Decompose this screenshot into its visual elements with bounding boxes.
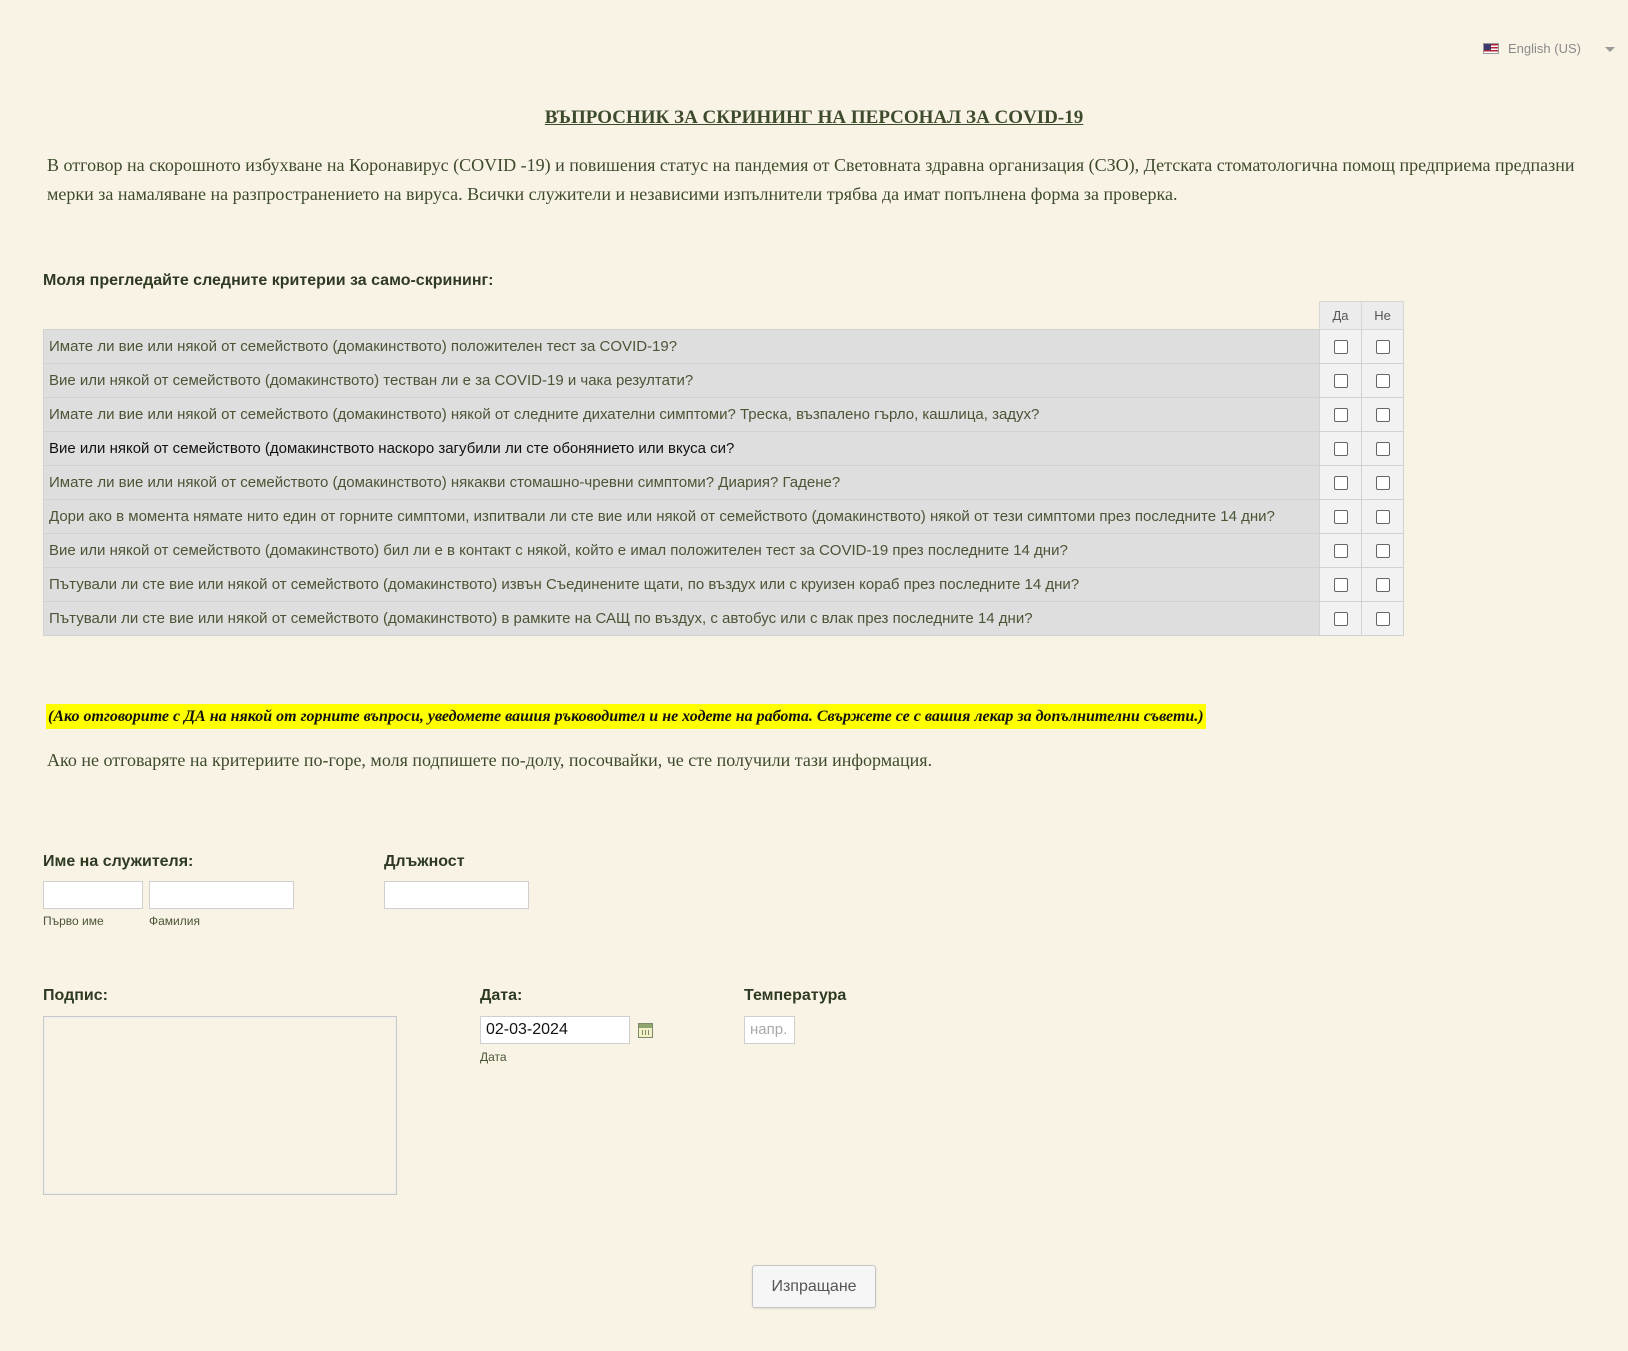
- date-input[interactable]: 02-03-2024: [480, 1016, 630, 1044]
- position-input[interactable]: [384, 881, 529, 909]
- intro-text: В отговор на скорошното избухване на Коронавирус (COVID -19) и повишения статус на пандемия от Световната здравна организация (СЗО), Детската стоматологична помощ предприема предпазни мерки за намаляване на разпространението на вируса. Всички служители и независими изпълнители трябва да имат попълнена форма за проверка.: [47, 155, 1575, 204]
- question-label: Имате ли вие или някой от семейството (домакинството) някой от следните дихателни симптоми? Треска, възпалено гърло, кашлица, задух?: [44, 398, 1320, 432]
- signature-pad[interactable]: [43, 1016, 397, 1195]
- no-checkbox[interactable]: [1376, 544, 1390, 558]
- language-selector[interactable]: [1483, 41, 1581, 56]
- question-label: Вие или някой от семейството (домакинството) тестван ли е за COVID-19 и чака резултати?: [44, 364, 1320, 398]
- us-flag-icon: [1483, 43, 1499, 54]
- question-label: Вие или някой от семейството (домакинството наскоро загубили ли сте обонянието или вкуса си?: [44, 432, 1320, 466]
- question-label: Имате ли вие или някой от семейството (домакинството) положителен тест за COVID-19?: [44, 330, 1320, 364]
- matrix-row: [44, 534, 1404, 568]
- matrix-row: [44, 568, 1404, 602]
- matrix-row: [44, 432, 1404, 466]
- matrix-row: [44, 500, 1404, 534]
- no-checkbox[interactable]: [1376, 476, 1390, 490]
- question-label: Пътували ли сте вие или някой от семейството (домакинството) извън Съединените щати, по въздух или с круизен кораб през последните 14 дни?: [44, 568, 1320, 602]
- language-label: English (US): [1508, 41, 1581, 56]
- no-checkbox[interactable]: [1376, 408, 1390, 422]
- last-name-sublabel: Фамилия: [149, 914, 200, 928]
- first-name-input[interactable]: [43, 881, 143, 909]
- first-name-sublabel: Първо име: [43, 914, 104, 928]
- yes-checkbox[interactable]: [1334, 544, 1348, 558]
- yes-checkbox[interactable]: [1334, 612, 1348, 626]
- matrix-row: [44, 602, 1404, 636]
- position-label: Длъжност: [384, 853, 465, 870]
- matrix-corner: [44, 302, 1320, 330]
- question-label: Вие или някой от семейството (домакинството) бил ли е в контакт с някой, който е имал положителен тест за COVID-19 през последните 14 дни?: [44, 534, 1320, 568]
- criteria-heading: Моля прегледайте следните критерии за само-скрининг:: [43, 272, 494, 289]
- chevron-down-icon[interactable]: [1605, 47, 1615, 52]
- yes-checkbox[interactable]: [1334, 510, 1348, 524]
- no-checkbox[interactable]: [1376, 510, 1390, 524]
- matrix-row: [44, 398, 1404, 432]
- yes-checkbox[interactable]: [1334, 476, 1348, 490]
- column-no: Не: [1362, 302, 1404, 330]
- question-label: Пътували ли сте вие или някой от семейството (домакинството) в рамките на САЩ по въздух, с автобус или с влак през последните 14 дни?: [44, 602, 1320, 636]
- matrix-row: [44, 364, 1404, 398]
- warning-text: (Ако отговорите с ДА на някой от горните въпроси, уведомете вашия ръководител и не ходете на работа. Свържете се с вашия лекар за допълнителни съвети.): [46, 704, 1206, 729]
- no-checkbox[interactable]: [1376, 578, 1390, 592]
- yes-checkbox[interactable]: [1334, 374, 1348, 388]
- no-checkbox[interactable]: [1376, 442, 1390, 456]
- no-checkbox[interactable]: [1376, 340, 1390, 354]
- temperature-label: Температура: [744, 987, 847, 1004]
- matrix-row: [44, 466, 1404, 500]
- yes-checkbox[interactable]: [1334, 340, 1348, 354]
- submit-button[interactable]: Изпращане: [752, 1265, 876, 1308]
- yes-checkbox[interactable]: [1334, 578, 1348, 592]
- date-label: Дата:: [480, 987, 523, 1004]
- question-label: Имате ли вие или някой от семейството (домакинството) някакви стомашно-чревни симптоми? Диария? Гадене?: [44, 466, 1320, 500]
- no-checkbox[interactable]: [1376, 612, 1390, 626]
- temperature-input[interactable]: напр.: [744, 1016, 795, 1044]
- matrix-row: [44, 330, 1404, 364]
- last-name-input[interactable]: [149, 881, 294, 909]
- screening-matrix: [43, 301, 1404, 636]
- yes-checkbox[interactable]: [1334, 408, 1348, 422]
- signature-note: Ако не отговаряте на критериите по-горе, моля подпишете по-долу, посочвайки, че сте получили тази информация.: [47, 750, 933, 770]
- question-label: Дори ако в момента нямате нито един от горните симптоми, изпитвали ли сте вие или някой от семейството (домакинството) някой от тези симптоми през последните 14 дни?: [44, 500, 1320, 534]
- date-sublabel: Дата: [480, 1050, 507, 1064]
- employee-name-label: Име на служителя:: [43, 853, 194, 870]
- signature-label: Подпис:: [43, 987, 108, 1004]
- no-checkbox[interactable]: [1376, 374, 1390, 388]
- yes-checkbox[interactable]: [1334, 442, 1348, 456]
- calendar-icon[interactable]: [638, 1023, 653, 1038]
- page-title: ВЪПРОСНИК ЗА СКРИНИНГ НА ПЕРСОНАЛ ЗА COVID-19: [544, 107, 1084, 128]
- column-yes: Да: [1320, 302, 1362, 330]
